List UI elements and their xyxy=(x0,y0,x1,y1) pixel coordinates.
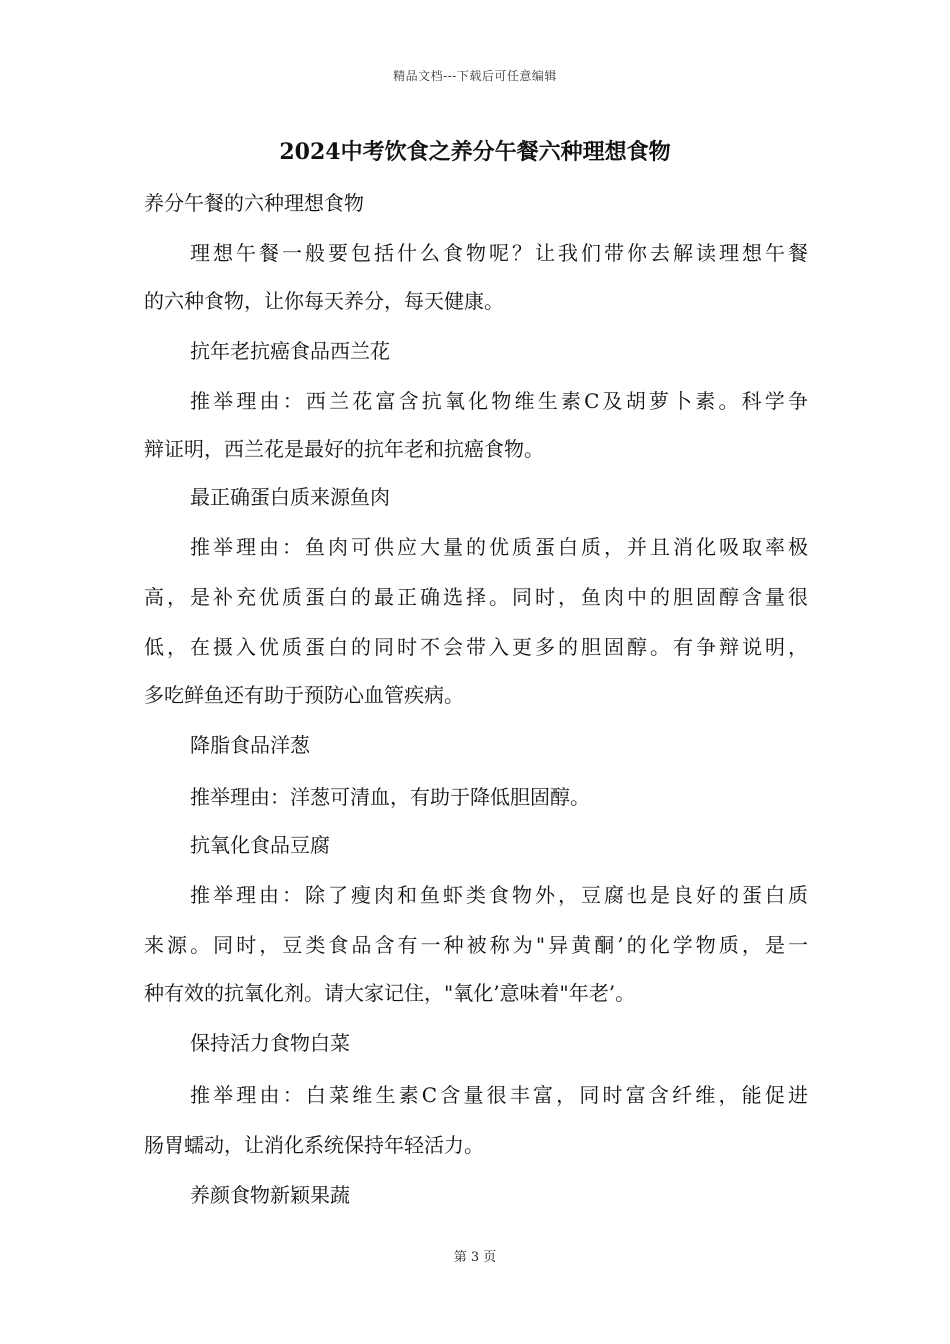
text-line: 肠胃蠕动，让消化系统保持年轻活力。 xyxy=(144,1133,484,1157)
text-line: 高，是补充优质蛋白的最正确选择。同时，鱼肉中的胆固醇含量很 xyxy=(144,585,808,609)
text-line: 最正确蛋白质来源鱼肉 xyxy=(190,485,390,509)
text-line: 多吃鲜鱼还有助于预防心血管疾病。 xyxy=(144,683,464,707)
text-line: 推举理由：洋葱可清血，有助于降低胆固醇。 xyxy=(190,785,590,809)
text-line: 抗年老抗癌食品西兰花 xyxy=(190,339,390,363)
text-line: 种有效的抗氧化剂。请大家记住，"氧化’意味着"年老’。 xyxy=(144,981,636,1005)
text-line: 推举理由：西兰花富含抗氧化物维生素C及胡萝卜素。科学争 xyxy=(190,389,808,413)
text-line: 低，在摄入优质蛋白的同时不会带入更多的胆固醇。有争辩说明， xyxy=(144,635,808,659)
text-line: 抗氧化食品豆腐 xyxy=(190,833,330,857)
text-line: 推举理由：白菜维生素C含量很丰富，同时富含纤维，能促进 xyxy=(190,1083,808,1107)
text-line: 的六种食物，让你每天养分，每天健康。 xyxy=(144,289,504,313)
document-body xyxy=(144,176,808,1226)
text-line: 理想午餐一般要包括什么食物呢？让我们带你去解读理想午餐 xyxy=(190,241,808,265)
page-number: 第 3 页 xyxy=(453,1250,497,1265)
text-line: 养颜食物新颖果蔬 xyxy=(190,1183,350,1207)
text-line: 养分午餐的六种理想食物 xyxy=(144,191,364,215)
text-line: 降脂食品洋葱 xyxy=(190,733,310,757)
text-line: 推举理由：鱼肉可供应大量的优质蛋白质，并且消化吸取率极 xyxy=(190,535,808,559)
text-line: 辩证明，西兰花是最好的抗年老和抗癌食物。 xyxy=(144,437,544,461)
text-line: 保持活力食物白菜 xyxy=(190,1031,350,1055)
document-title: 2024中考饮食之养分午餐六种理想食物 xyxy=(279,139,671,165)
text-line: 推举理由：除了瘦肉和鱼虾类食物外，豆腐也是良好的蛋白质 xyxy=(190,883,808,907)
page-header: 精品文档---下载后可任意编辑 xyxy=(393,69,557,83)
text-line: 来源。同时，豆类食品含有一种被称为"异黄酮’的化学物质，是一 xyxy=(144,933,808,957)
